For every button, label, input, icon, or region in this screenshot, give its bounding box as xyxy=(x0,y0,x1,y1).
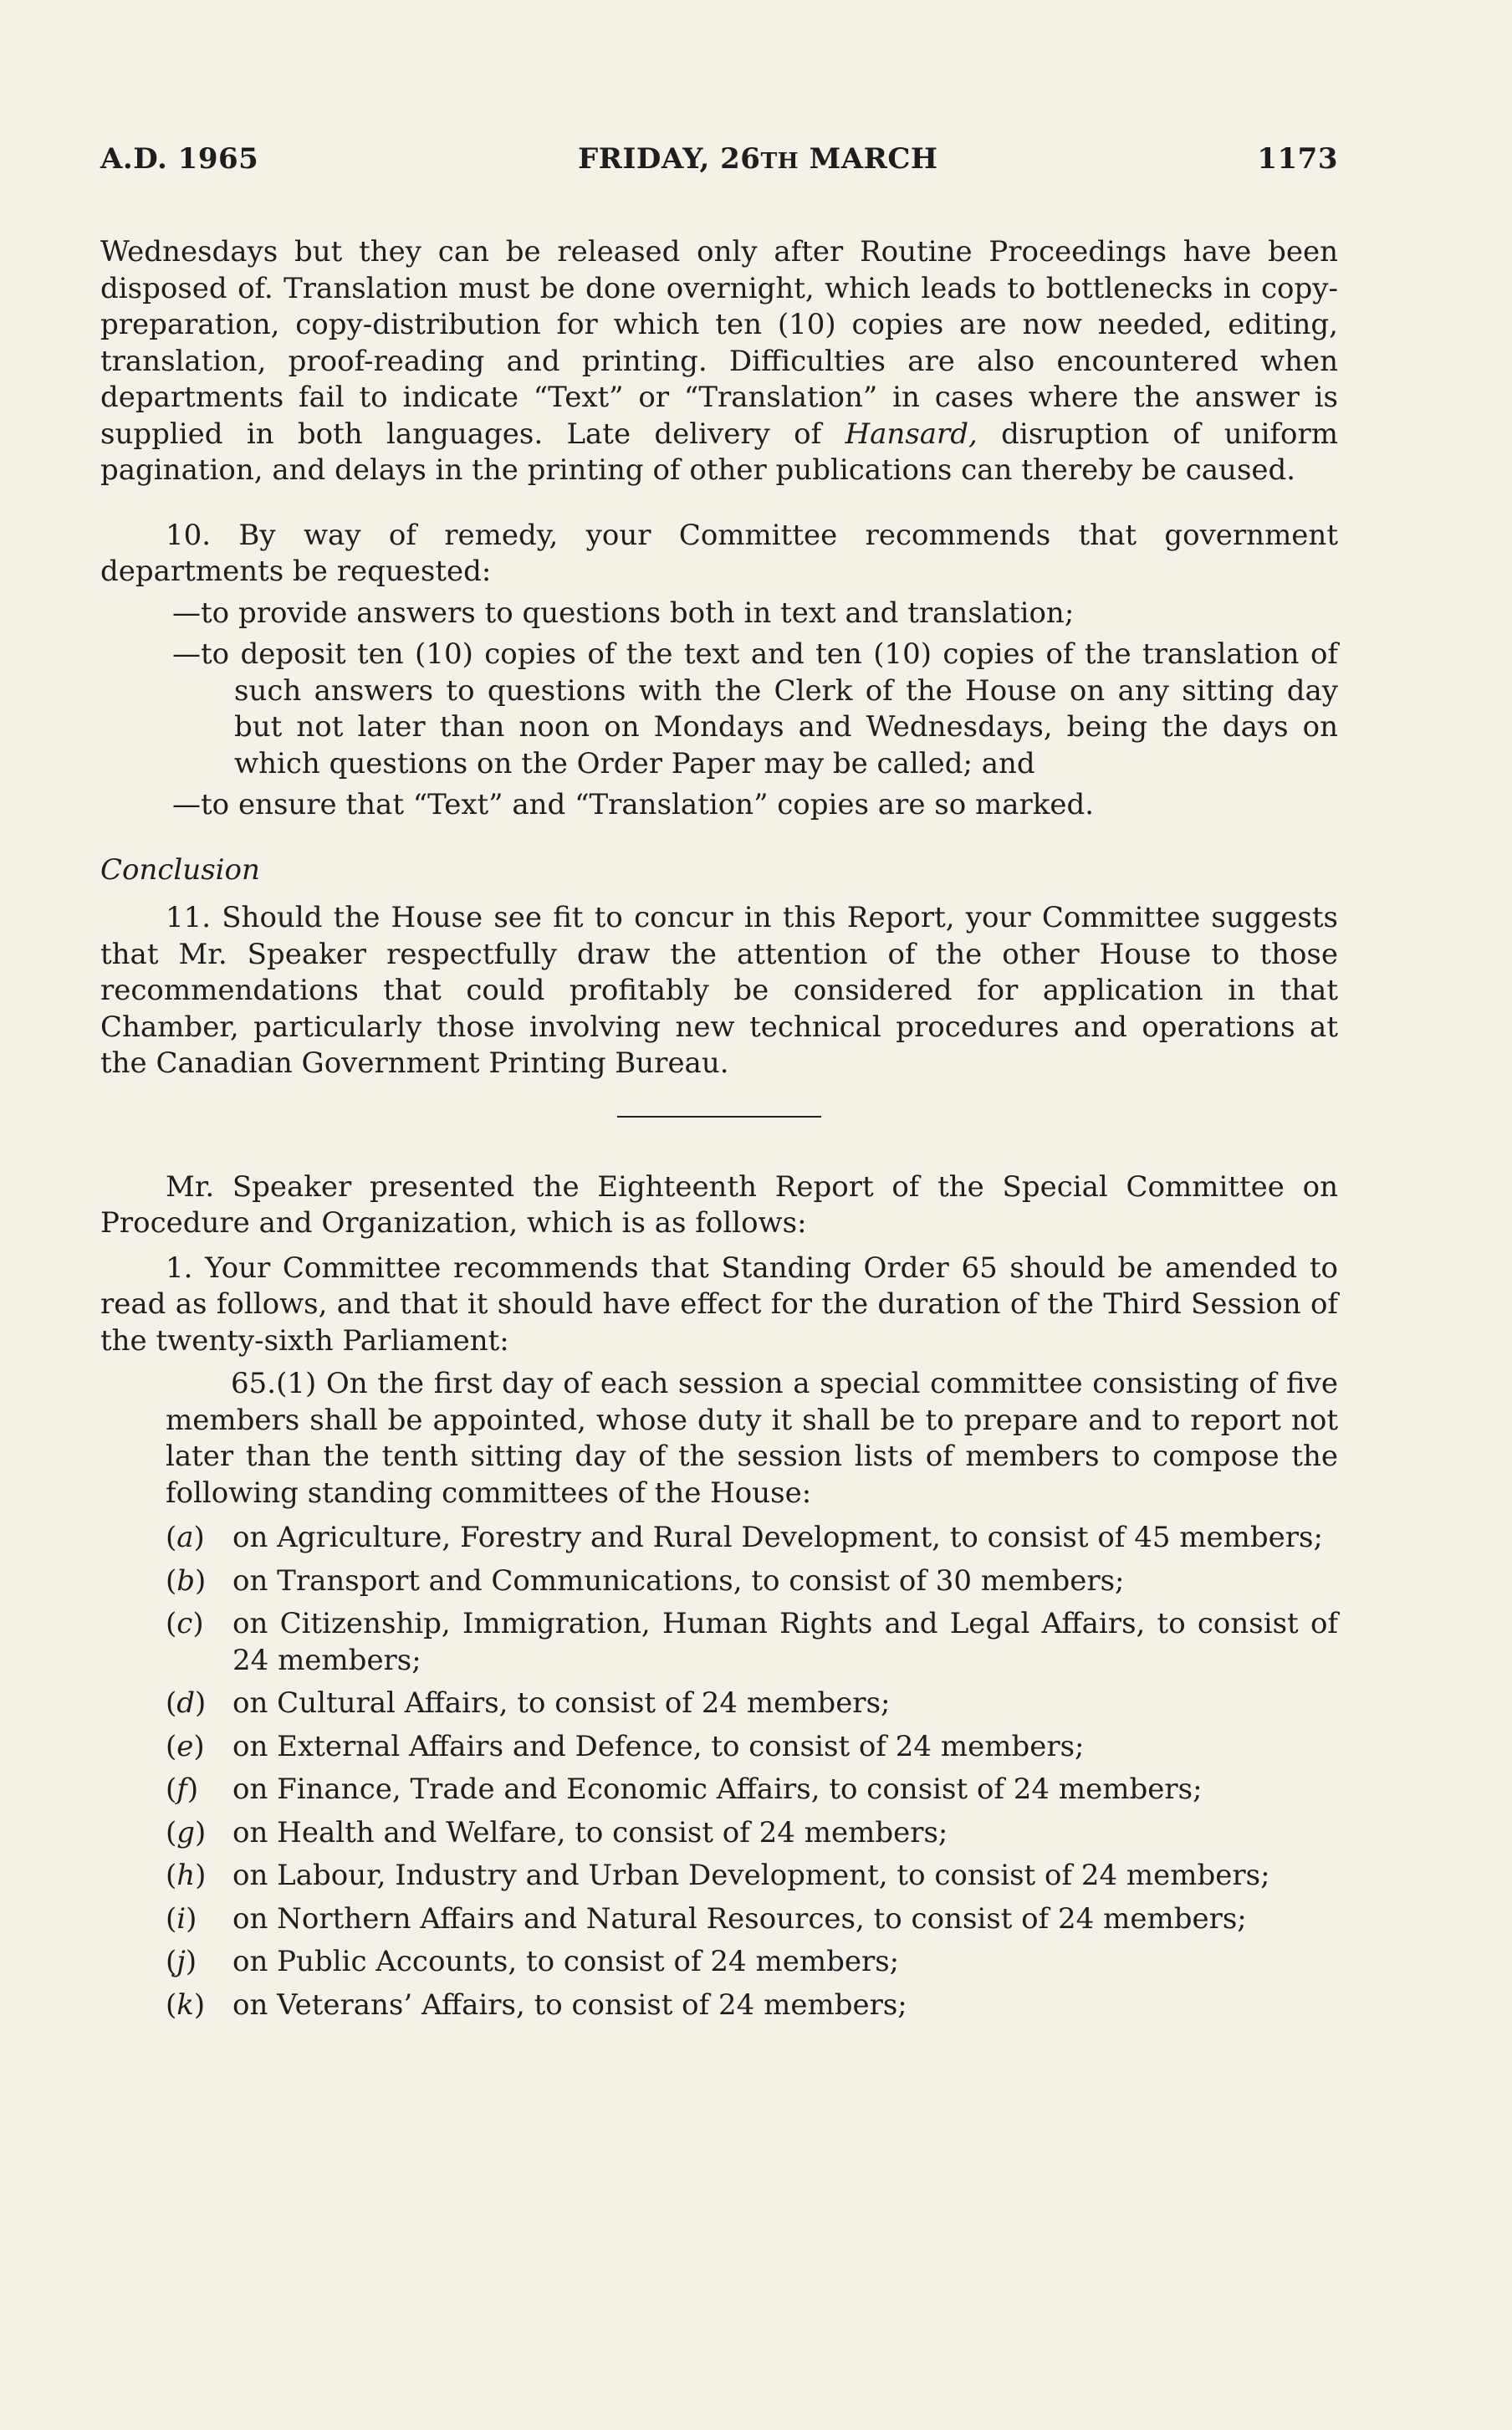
section-divider xyxy=(100,1116,1338,1118)
header-date-prefix: FRIDAY, 26 xyxy=(578,142,761,176)
committee-item-letter: i xyxy=(176,1901,186,1936)
committee-item-label: (d) xyxy=(166,1686,207,1720)
paragraph-continuation-part1: Wednesdays but they can be released only after Routine Proceedings have been disposed of. Translation must be done overnight, which leads to bottlenecks in copy-preparation, copy-distribution for which ten (10) copies are now needed, editing, translation, proof-reading and printing. Difficulties are also encountered when departments fail to indicate “Text” or “Translation” in cases where the answer is supplied in both languages. Late delivery of xyxy=(100,235,1338,451)
committee-item-letter: g xyxy=(176,1815,196,1849)
committee-item-label: (e) xyxy=(166,1729,205,1763)
committee-item-text: on External Affairs and Defence, to consist of 24 members; xyxy=(232,1729,1085,1763)
committee-item-letter: e xyxy=(176,1729,194,1763)
committee-item-g xyxy=(166,1815,1338,1852)
paragraph-continuation-part2: disruption of uniform pagination, and delays in the printing of other publications can thereby be caused. xyxy=(100,417,1338,487)
page-number: 1173 xyxy=(1257,142,1338,176)
committee-item-letter: b xyxy=(176,1563,196,1598)
committee-item-i xyxy=(166,1901,1338,1938)
committee-item-letter: k xyxy=(176,1987,194,2022)
committee-item-letter: f xyxy=(176,1773,187,1806)
committee-item-text: on Labour, Industry and Urban Development, to consist of 24 members; xyxy=(232,1859,1270,1892)
document-body xyxy=(100,234,1338,2023)
header-date-suffix: TH xyxy=(760,148,799,174)
committee-item-label: (f) xyxy=(166,1773,199,1806)
committee-item-c xyxy=(166,1606,1338,1679)
committee-item-letter: a xyxy=(176,1521,194,1554)
committee-item-text: on Agriculture, Forestry and Rural Development, to consist of 45 members; xyxy=(232,1521,1323,1554)
committee-item-label: (i) xyxy=(166,1901,197,1936)
committee-item-label: (k) xyxy=(166,1987,206,2022)
committee-item-text: on Health and Welfare, to consist of 24 members; xyxy=(232,1815,948,1849)
header-year: A.D. 1965 xyxy=(100,142,259,176)
committee-item-d xyxy=(166,1686,1338,1722)
paragraph-10-intro: 10. By way of remedy, your Committee recommends that government departments be requested: xyxy=(100,518,1338,588)
hansard-italic: Hansard, xyxy=(845,417,978,451)
recommendation-dash-1: —to provide answers to questions both in text and translation; xyxy=(172,596,1075,630)
committee-item-k xyxy=(166,1987,1338,2024)
committee-item-text: on Cultural Affairs, to consist of 24 members; xyxy=(232,1686,891,1720)
committee-item-label: (a) xyxy=(166,1521,205,1554)
committee-item-letter: c xyxy=(176,1607,193,1640)
standing-order-65: 65.(1) On the first day of each session a special committee consisting of five members shall be appointed, whose duty it shall be to prepare and to report not later than the tenth sitting day of the session lists of members to compose the following standing committees of the House: xyxy=(166,1367,1338,1510)
header-date xyxy=(258,142,1257,176)
committee-item-label: (b) xyxy=(166,1563,207,1598)
committee-item-text: on Veterans’ Affairs, to consist of 24 members; xyxy=(232,1987,907,2022)
committee-item-label: (c) xyxy=(166,1607,204,1640)
committee-item-label: (h) xyxy=(166,1859,207,1892)
committee-item-e xyxy=(166,1729,1338,1766)
page-header xyxy=(100,142,1338,176)
conclusion-heading: Conclusion xyxy=(100,852,260,887)
recommendation-dash-2: —to deposit ten (10) copies of the text and ten (10) copies of the translation of such answers to questions with the Clerk of the House on any sitting day but not later than noon on Mondays and Wednesdays, being the days on which questions on the Order Paper may be called; and xyxy=(172,637,1338,780)
committee-item-text: on Northern Affairs and Natural Resources, to consist of 24 members; xyxy=(232,1901,1247,1936)
committee-item-b xyxy=(166,1563,1338,1600)
paragraph-continuation xyxy=(100,234,1338,489)
committee-item-letter: d xyxy=(176,1686,196,1720)
paragraph-11: 11. Should the House see fit to concur in this Report, your Committee suggests that Mr. Speaker respectfully draw the attention of the other House to those recommendations that could profitably be considered for application in that Chamber, particularly those involving new technical procedures and operations at the Canadian Government Printing Bureau. xyxy=(100,901,1338,1080)
recommendation-dash-3: —to ensure that “Text” and “Translation” copies are so marked. xyxy=(172,788,1095,821)
committee-item-letter: h xyxy=(176,1859,196,1892)
header-date-month: MARCH xyxy=(799,142,938,176)
committee-item-h xyxy=(166,1858,1338,1895)
recommendation-1: 1. Your Committee recommends that Standing Order 65 should be amended to read as follows, and that it should have effect for the duration of the Third Session of the twenty-sixth Parliament: xyxy=(100,1251,1338,1358)
committee-item-label: (g) xyxy=(166,1815,207,1849)
committee-item-f xyxy=(166,1772,1338,1808)
committee-item-j xyxy=(166,1944,1338,1981)
speaker-presentation: Mr. Speaker presented the Eighteenth Report of the Special Committee on Procedure and Organization, which is as follows: xyxy=(100,1169,1338,1240)
divider-rule xyxy=(617,1116,821,1118)
committee-list xyxy=(100,1520,1338,2023)
committee-item-text: on Public Accounts, to consist of 24 members; xyxy=(232,1945,900,1978)
committee-item-text: on Transport and Communications, to consist of 30 members; xyxy=(232,1563,1125,1598)
committee-item-label: (j) xyxy=(166,1945,197,1978)
committee-item-text: on Citizenship, Immigration, Human Rights and Legal Affairs, to consist of 24 members; xyxy=(232,1607,1338,1677)
committee-item-text: on Finance, Trade and Economic Affairs, to consist of 24 members; xyxy=(232,1773,1203,1806)
committee-item-letter: j xyxy=(176,1945,186,1978)
committee-item-a xyxy=(166,1520,1338,1557)
